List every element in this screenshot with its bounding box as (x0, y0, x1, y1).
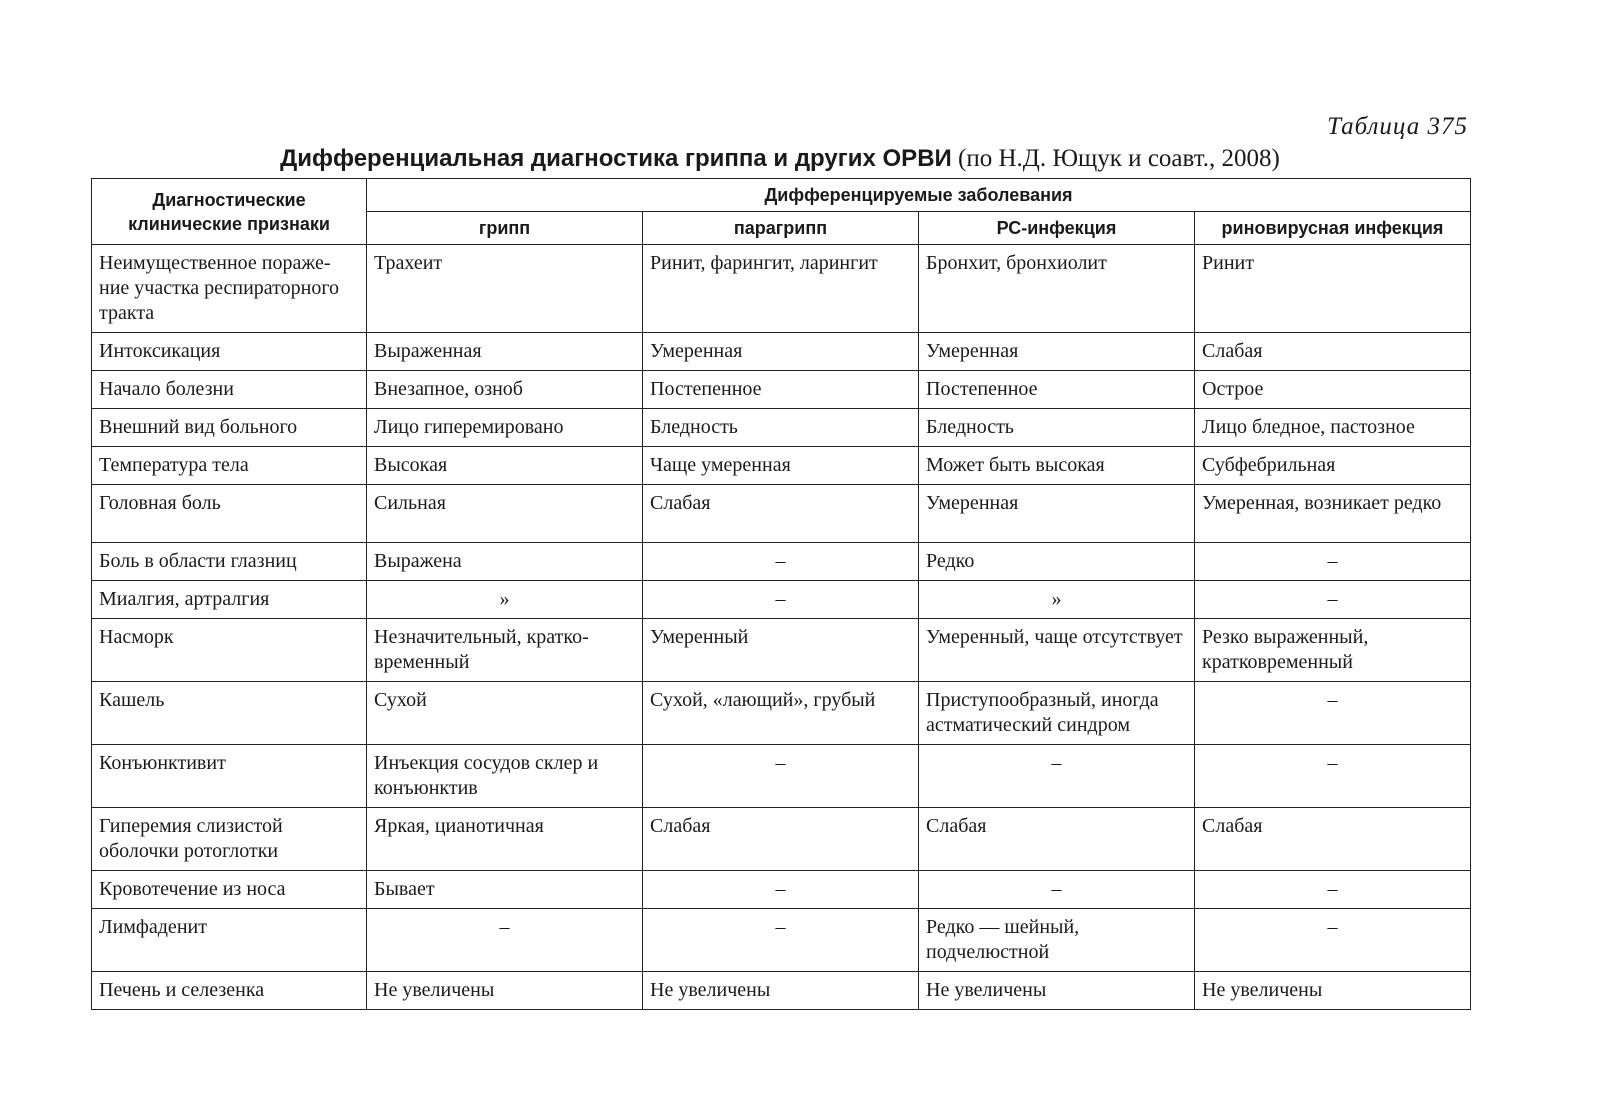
row-label: Кровотечение из носа (92, 871, 367, 909)
title-main: Дифференциальная диагностика гриппа и других ОРВИ (280, 145, 952, 172)
table-row (92, 581, 1471, 619)
row-label: Температура тела (92, 447, 367, 485)
title-source: (по Н.Д. Ющук и соавт., 2008) (958, 145, 1280, 172)
table-cell: Умеренный, чаще отсутствует (919, 619, 1195, 682)
row-label: Конъюнктивит (92, 745, 367, 808)
table-cell: Чаще умеренная (643, 447, 919, 485)
table-row (92, 745, 1471, 808)
table-cell: Не увеличены (643, 972, 919, 1010)
table-cell: – (643, 581, 919, 619)
table-cell: Не увеличены (1195, 972, 1471, 1010)
table-cell: Яркая, цианотичная (367, 808, 643, 871)
row-label: Гиперемия слизистой оболочки ротоглотки (92, 808, 367, 871)
row-label: Насморк (92, 619, 367, 682)
table-row (92, 543, 1471, 581)
table-cell: Сухой (367, 682, 643, 745)
row-label: Неимущественное пораже-ние участка респираторного тракта (92, 245, 367, 333)
table-cell: Умеренная (919, 485, 1195, 543)
table-cell: » (367, 581, 643, 619)
table-row (92, 245, 1471, 333)
table-cell: – (919, 745, 1195, 808)
table-cell: – (643, 909, 919, 972)
table-cell: Лицо гиперемировано (367, 409, 643, 447)
table-cell: Острое (1195, 371, 1471, 409)
table-cell: Ринит, фарингит, ларингит (643, 245, 919, 333)
table-row (92, 909, 1471, 972)
table-cell: Бывает (367, 871, 643, 909)
table-cell: – (1195, 682, 1471, 745)
table-cell: Редко (919, 543, 1195, 581)
table-cell: Умеренный (643, 619, 919, 682)
table-cell: – (1195, 909, 1471, 972)
header-col-rhinovirus: риновирусная инфекция (1195, 212, 1471, 245)
table-cell: Умеренная (643, 333, 919, 371)
table-row (92, 371, 1471, 409)
table-cell: Слабая (643, 485, 919, 543)
header-col-flu: грипп (367, 212, 643, 245)
row-label: Кашель (92, 682, 367, 745)
table-cell: Умеренная (919, 333, 1195, 371)
table-body (92, 245, 1471, 1010)
table-cell: Трахеит (367, 245, 643, 333)
table-cell: Бронхит, бронхиолит (919, 245, 1195, 333)
table-cell: Постепенное (643, 371, 919, 409)
table-cell: Слабая (919, 808, 1195, 871)
table-title (90, 145, 1470, 173)
diagnosis-table (91, 178, 1471, 1010)
table-cell: Сильная (367, 485, 643, 543)
table-row (92, 871, 1471, 909)
table-cell: Слабая (643, 808, 919, 871)
table-cell: Приступообразный, иногда астматический синдром (919, 682, 1195, 745)
row-label: Миалгия, артралгия (92, 581, 367, 619)
table-cell: – (643, 543, 919, 581)
row-label: Внешний вид больного (92, 409, 367, 447)
row-label: Начало болезни (92, 371, 367, 409)
table-cell: Слабая (1195, 333, 1471, 371)
header-col-rs: РС-инфекция (919, 212, 1195, 245)
table-cell: – (1195, 581, 1471, 619)
table-row (92, 808, 1471, 871)
table-row (92, 485, 1471, 543)
table-cell: Выражена (367, 543, 643, 581)
table-cell: » (919, 581, 1195, 619)
table-row (92, 682, 1471, 745)
table-cell: Резко выраженный, кратковременный (1195, 619, 1471, 682)
row-label: Печень и селезенка (92, 972, 367, 1010)
row-label: Интоксикация (92, 333, 367, 371)
table-cell: Выраженная (367, 333, 643, 371)
header-signs: Диагностические клинические признаки (92, 179, 367, 245)
table-cell: Не увеличены (919, 972, 1195, 1010)
table-cell: Внезапное, озноб (367, 371, 643, 409)
table-cell: – (367, 909, 643, 972)
row-label: Головная боль (92, 485, 367, 543)
table-cell: Ринит (1195, 245, 1471, 333)
table-cell: – (1195, 745, 1471, 808)
table-cell: Умеренная, возникает редко (1195, 485, 1471, 543)
row-label: Лимфаденит (92, 909, 367, 972)
table-cell: Незначительный, кратко-временный (367, 619, 643, 682)
header-row-1 (92, 179, 1471, 212)
table-cell: Может быть высокая (919, 447, 1195, 485)
header-col-parainfluenza: парагрипп (643, 212, 919, 245)
table-row (92, 447, 1471, 485)
table-cell: – (643, 745, 919, 808)
table-cell: Бледность (643, 409, 919, 447)
table-cell: – (643, 871, 919, 909)
row-label: Боль в области глазниц (92, 543, 367, 581)
header-group: Дифференцируемые заболевания (367, 179, 1471, 212)
table-row (92, 409, 1471, 447)
table-row (92, 333, 1471, 371)
table-cell: Бледность (919, 409, 1195, 447)
table-cell: Сухой, «лающий», грубый (643, 682, 919, 745)
table-cell: Высокая (367, 447, 643, 485)
table-cell: Лицо бледное, пастозное (1195, 409, 1471, 447)
table-cell: – (1195, 871, 1471, 909)
table-cell: Редко — шейный, подчелюстной (919, 909, 1195, 972)
table-row (92, 972, 1471, 1010)
table-cell: Не увеличены (367, 972, 643, 1010)
table-cell: – (919, 871, 1195, 909)
table-cell: Слабая (1195, 808, 1471, 871)
table-row (92, 619, 1471, 682)
table-cell: Инъекция сосудов склер и конъюнктив (367, 745, 643, 808)
table-cell: Постепенное (919, 371, 1195, 409)
table-cell: Субфебрильная (1195, 447, 1471, 485)
table-cell: – (1195, 543, 1471, 581)
table-number: Таблица 375 (1327, 113, 1468, 140)
